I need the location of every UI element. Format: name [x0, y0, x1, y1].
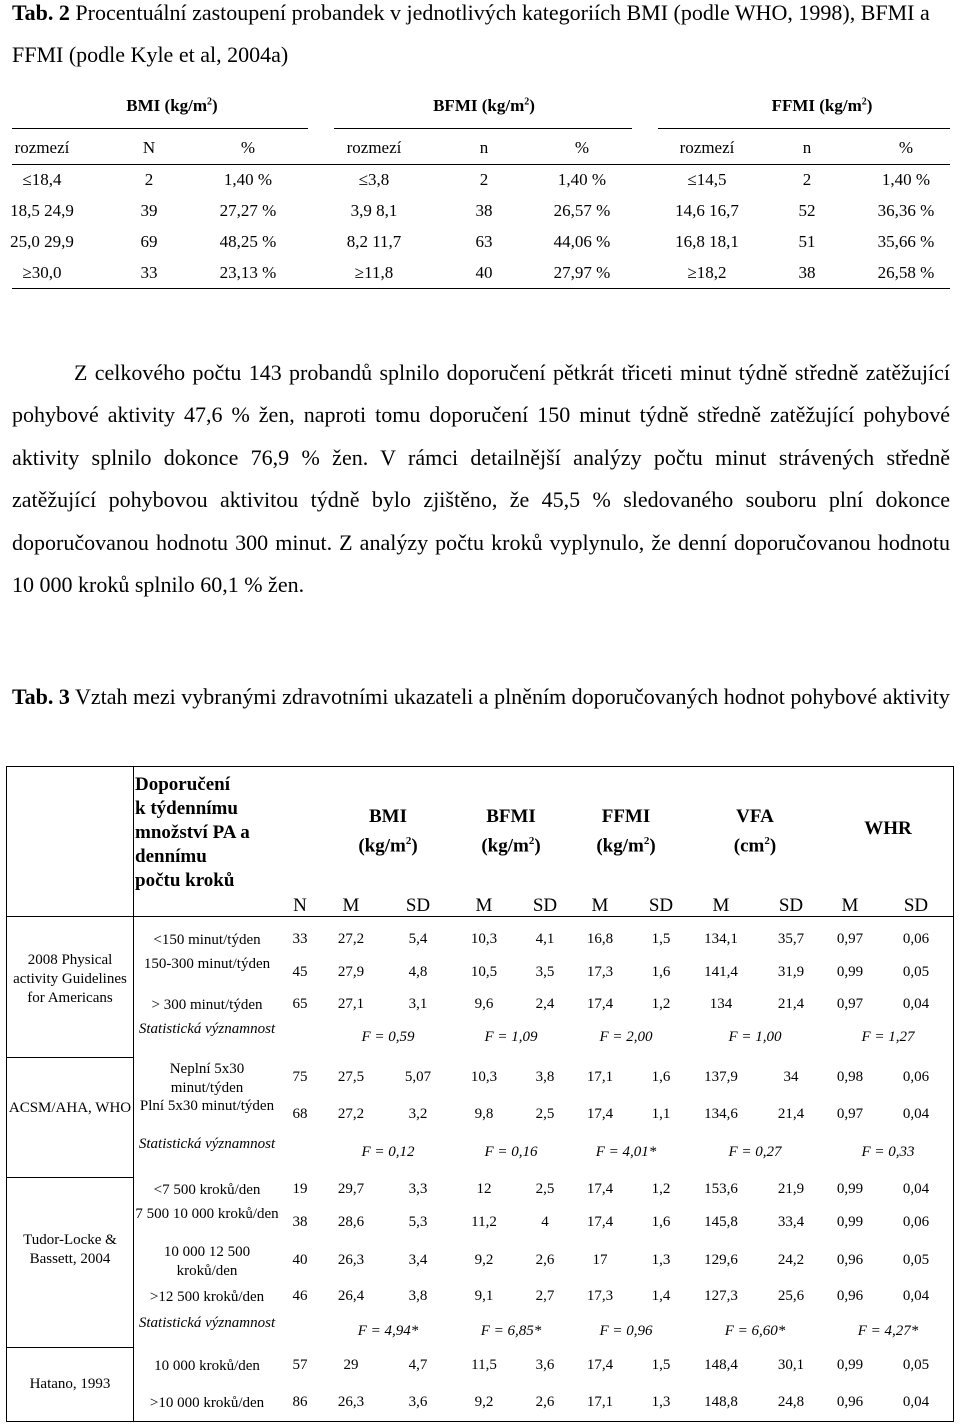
table2-cell: 36,36 %	[877, 201, 935, 220]
table3-cell: 24,8	[777, 1394, 805, 1410]
measure-name: BMI	[369, 806, 407, 827]
table3-cell: 0,98	[836, 1069, 864, 1085]
table3-cell: 2,4	[535, 996, 555, 1012]
table3-cell: 0,96	[836, 1252, 864, 1268]
table3-cell: 1,2	[651, 996, 671, 1012]
table2-cell: 69	[140, 232, 158, 251]
table3-cell: 4	[541, 1214, 549, 1230]
table3-cell: 17,4	[586, 1106, 614, 1122]
table3-cell: 1,6	[651, 1069, 671, 1085]
table3-cell: 1,3	[651, 1394, 671, 1410]
table3-cell: 1,2	[651, 1181, 671, 1197]
table3-cell: 0,06	[902, 931, 930, 947]
table3-cell: 27,9	[337, 964, 365, 980]
table3-subheader: M	[712, 895, 730, 916]
table3-cell: 33,4	[777, 1214, 805, 1230]
table3-cell: 27,2	[337, 931, 365, 947]
table3-source: 2008 Physical activity Guidelines for Americans	[13, 952, 127, 1006]
measure-unit	[566, 829, 686, 858]
table2-cell: 14,6 16,7	[675, 201, 739, 220]
table3-cell: 57	[292, 1357, 308, 1373]
table2-header-cell: rozmezí	[346, 138, 402, 157]
table2-cell: 18,5 24,9	[10, 201, 74, 220]
table3-cell: 134,6	[704, 1106, 738, 1122]
table2-group-ffmi: FFMI $(kg/m^2)$	[771, 96, 873, 115]
table3-cell: 75	[292, 1069, 308, 1085]
table3-measure-header	[451, 805, 571, 858]
table3-cell: 0,99	[836, 964, 864, 980]
table3-subheader: SD	[405, 895, 431, 916]
table3-cell: 29	[343, 1357, 359, 1373]
table3-cell: 17,1	[586, 1069, 614, 1085]
table2-cell: ≥11,8	[354, 263, 394, 282]
table2-header-cell: %	[240, 138, 256, 157]
table3-row-category: Statistická významnost	[138, 1315, 276, 1331]
table2-header-cell: %	[898, 138, 914, 157]
table3-row-category: Plní 5x30 minut/týden	[139, 1098, 275, 1114]
table3-cell: 0,99	[836, 1214, 864, 1230]
table3-cell: 3,3	[408, 1181, 428, 1197]
table3-subheader: M	[591, 895, 609, 916]
table3-cell: 16,8	[586, 931, 614, 947]
measure-unit	[695, 829, 815, 858]
table3-cell: 17	[592, 1252, 608, 1268]
table2-cell: 1,40 %	[881, 170, 931, 189]
table3-cell: 0,97	[836, 1106, 864, 1122]
table3-row-category: <150 minut/týden	[153, 932, 261, 948]
table3-f-statistic: F = 0,59	[361, 1029, 415, 1045]
table3-row-category: Neplní 5x30 minut/týden	[169, 1061, 245, 1096]
table2-group-underline	[12, 128, 308, 129]
table3-cell: 29,7	[337, 1181, 365, 1197]
table3-cell: 134	[709, 996, 733, 1012]
table2-header-cell: rozmezí	[679, 138, 735, 157]
table2	[12, 86, 950, 290]
table3-cell: 1,5	[651, 931, 671, 947]
table3-cell: 4,7	[408, 1357, 428, 1373]
table3-cell: 27,5	[337, 1069, 365, 1085]
table3-cell: 0,05	[902, 1357, 930, 1373]
table3-cell: 2,5	[535, 1181, 555, 1197]
table3-cell: 9,6	[474, 996, 494, 1012]
measure-name: VFA	[736, 806, 774, 827]
table3-row-category: > 300 minut/týden	[151, 997, 263, 1013]
table2-cell: 26,58 %	[877, 263, 935, 282]
table3-cell: 148,4	[704, 1357, 738, 1373]
table3-cell: 3,8	[535, 1069, 555, 1085]
table3-cell: 137,9	[704, 1069, 738, 1085]
table3-cell: 0,06	[902, 1069, 930, 1085]
table3-measure-header	[566, 805, 686, 858]
table3-source: Tudor-Locke & Bassett, 2004	[23, 1232, 117, 1267]
table3-row-category: >10 000 kroků/den	[149, 1395, 265, 1411]
table3-cell: 21,4	[777, 1106, 805, 1122]
table3-cell: 11,2	[471, 1214, 497, 1230]
table2-cell: 25,0 29,9	[10, 232, 74, 251]
table3-subheader: SD	[903, 895, 929, 916]
table3-row-category: 10 000 12 500 kroků/den	[163, 1244, 251, 1279]
table3-cell: 38	[292, 1214, 308, 1230]
table2-cell: 63	[475, 232, 493, 251]
table3-cell: 3,6	[408, 1394, 428, 1410]
unit-text: (kg/m	[358, 835, 406, 857]
table2-cell: 39	[140, 201, 158, 220]
table-row	[12, 201, 950, 233]
table3-f-statistic: F = 6,60*	[724, 1323, 786, 1339]
unit-tail: )	[534, 835, 541, 857]
table-row	[12, 232, 950, 264]
unit-sup: 2	[764, 835, 770, 847]
table3-cell: 1,1	[651, 1106, 671, 1122]
table2-header-cell: N	[142, 138, 156, 157]
table3-cell: 45	[292, 964, 308, 980]
table2-cell: 44,06 %	[553, 232, 611, 251]
table3-cell: 2,6	[535, 1252, 555, 1268]
table3-measure-header	[828, 817, 948, 841]
table3-f-statistic: F = 1,00	[728, 1029, 782, 1045]
table3-rule	[7, 1177, 133, 1178]
table3-cell: 21,9	[777, 1181, 805, 1197]
table3-cell: 4,8	[408, 964, 428, 980]
table3-cell: 1,6	[651, 964, 671, 980]
table3-cell: 12	[476, 1181, 492, 1197]
table3-cell: 17,1	[586, 1394, 614, 1410]
table3-cell: 28,6	[337, 1214, 365, 1230]
table2-cell: 38	[798, 263, 816, 282]
table3-f-statistic: F = 0,33	[861, 1144, 915, 1160]
table3-rule	[7, 1347, 133, 1348]
table2-header-cell: rozmezí	[14, 138, 70, 157]
table3-cell: 0,97	[836, 996, 864, 1012]
table3-measure-header	[695, 805, 815, 858]
table2-cell: 26,57 %	[553, 201, 611, 220]
table3-cell: 17,4	[586, 1181, 614, 1197]
table3-cell: 24,2	[777, 1252, 805, 1268]
table3-cell: 34	[783, 1069, 799, 1085]
table3-source: Hatano, 1993	[29, 1376, 111, 1392]
table3-f-statistic: F = 1,09	[484, 1029, 538, 1045]
table2-cell: ≤14,5	[687, 170, 727, 189]
table3-cell: 129,6	[704, 1252, 738, 1268]
unit-text: (cm	[733, 835, 765, 857]
table2-cell: 33	[140, 263, 158, 282]
table2-cell: ≥18,2	[687, 263, 727, 282]
table2-cell: 8,2 11,7	[346, 232, 402, 251]
body-paragraph	[12, 352, 950, 606]
table2-cell: 2	[479, 170, 489, 189]
table2-cell: 1,40 %	[223, 170, 273, 189]
table3-f-statistic: F = 0,27	[728, 1144, 782, 1160]
table3-cell: 2,5	[535, 1106, 555, 1122]
table3-cell: 145,8	[704, 1214, 738, 1230]
table3-cell: 3,4	[408, 1252, 428, 1268]
table3-cell: 11,5	[471, 1357, 497, 1373]
table3-f-statistic: F = 0,12	[361, 1144, 415, 1160]
table2-cell: 23,13 %	[219, 263, 277, 282]
table3-cell: 0,04	[902, 1394, 930, 1410]
table3-cell: 46	[292, 1288, 308, 1304]
table3-measure-header	[328, 805, 448, 858]
table3-f-statistic: F = 4,94*	[357, 1323, 419, 1339]
table2-header-row	[12, 138, 950, 164]
measure-unit	[328, 829, 448, 858]
table-row	[12, 170, 950, 202]
table2-bottom-rule	[12, 288, 950, 289]
table3-f-statistic: F = 0,16	[484, 1144, 538, 1160]
table3-cell: 9,8	[474, 1106, 494, 1122]
table3-caption-text: Vztah mezi vybranými zdravotními ukazateli a plněním doporučovaných hodnot pohybové aktivity	[75, 684, 950, 709]
table2-group-bmi: BMI $(kg/m^2)$	[126, 96, 218, 115]
table3-cell: 127,3	[704, 1288, 738, 1304]
table-row	[12, 263, 950, 295]
table2-cell: 35,66 %	[877, 232, 935, 251]
table3-cell: 1,4	[651, 1288, 671, 1304]
table3-cell: 19	[292, 1181, 308, 1197]
table3-cell: 0,05	[902, 1252, 930, 1268]
table3-cell: 148,8	[704, 1394, 738, 1410]
table3-cell: 153,6	[704, 1181, 738, 1197]
table3-cell: 1,3	[651, 1252, 671, 1268]
unit-tail: )	[411, 835, 418, 857]
table3-cell: 17,3	[586, 964, 614, 980]
table2-group-bfmi: BFMI $(kg/m^2)$	[433, 96, 535, 115]
table3-source: ACSM/AHA, WHO	[8, 1100, 132, 1116]
table3-cell: 0,99	[836, 1357, 864, 1373]
table3-cell: 0,04	[902, 996, 930, 1012]
table3-cell: 5,3	[408, 1214, 428, 1230]
table3-row-category: <7 500 kroků/den	[153, 1182, 261, 1198]
unit-sup: 2	[643, 835, 650, 847]
table2-header-cell: n	[479, 138, 489, 157]
table3-f-statistic: F = 4,27*	[857, 1323, 919, 1339]
table2-cell: 40	[475, 263, 493, 282]
table2-cell: 27,97 %	[553, 263, 611, 282]
table3-cell: 26,3	[337, 1252, 365, 1268]
table3-cell: 9,1	[474, 1288, 494, 1304]
table2-cell: 16,8 18,1	[675, 232, 739, 251]
table3-cell: 2,6	[535, 1394, 555, 1410]
table3-subheader: SD	[532, 895, 558, 916]
table3-cell: 0,96	[836, 1288, 864, 1304]
table2-cell: 1,40 %	[557, 170, 607, 189]
table3-rule	[7, 916, 953, 917]
table3-cell: 141,4	[704, 964, 738, 980]
table3-cell: 10,3	[470, 1069, 498, 1085]
table3-subheader: M	[475, 895, 493, 916]
table3-cell: 86	[292, 1394, 308, 1410]
table2-caption-label: Tab. 2	[12, 0, 70, 25]
table3-cell: 0,96	[836, 1394, 864, 1410]
table3-subheader: SD	[778, 895, 804, 916]
table3-cell: 3,8	[408, 1288, 428, 1304]
table3-cell: 0,06	[902, 1214, 930, 1230]
table2-cell: 2	[144, 170, 154, 189]
measure-name: FFMI	[601, 806, 651, 827]
table3-subheader: SD	[648, 895, 674, 916]
table3-cell: 17,4	[586, 1357, 614, 1373]
table2-cell: 3,9 8,1	[350, 201, 398, 220]
table2-cell: 48,25 %	[219, 232, 277, 251]
table3-cell: 10,3	[470, 931, 498, 947]
table2-cell: 27,27 %	[219, 201, 277, 220]
table3-cell: 0,04	[902, 1288, 930, 1304]
unit-tail: )	[769, 835, 777, 857]
unit-sup: 2	[405, 835, 412, 847]
table2-group-underline	[334, 128, 632, 129]
table3-caption-label: Tab. 3	[12, 684, 70, 709]
table3-cell: 3,5	[535, 964, 555, 980]
measure-name: BFMI	[486, 806, 536, 827]
unit-sup: 2	[528, 835, 535, 847]
table3-cell: 0,05	[902, 964, 930, 980]
table3-cell: 1,6	[651, 1214, 671, 1230]
table3-cell: 10,5	[470, 964, 498, 980]
table3-cell: 4,1	[535, 931, 555, 947]
table2-group-underline	[658, 128, 950, 129]
table3-f-statistic: F = 6,85*	[480, 1323, 542, 1339]
table3-cell: 33	[292, 931, 308, 947]
table2-cell: ≤18,4	[22, 170, 62, 189]
table3-subheader: M	[342, 895, 360, 916]
table3-row-category: Statistická významnost	[138, 1136, 276, 1152]
table2-header-cell: %	[574, 138, 590, 157]
table3-row-category: 7 500 10 000 kroků/den	[135, 1206, 279, 1222]
table3-cell: 1,5	[651, 1357, 671, 1373]
table3-cell: 5,07	[404, 1069, 432, 1085]
table3-subheader: M	[841, 895, 859, 916]
table3-row-category: 10 000 kroků/den	[154, 1358, 260, 1374]
table3-caption	[12, 676, 950, 718]
table3-cell: 30,1	[777, 1357, 805, 1373]
table2-header-cell: n	[802, 138, 812, 157]
table3-cell: 17,4	[586, 996, 614, 1012]
table3-cell: 17,4	[586, 1214, 614, 1230]
unit-text: (kg/m	[481, 835, 529, 857]
table3-row-category: 150-300 minut/týden	[143, 956, 271, 972]
table3-cell: 3,2	[408, 1106, 428, 1122]
table3-cell: 9,2	[474, 1252, 494, 1268]
table3-cell: 0,97	[836, 931, 864, 947]
table2-cell: 51	[798, 232, 816, 251]
table3	[6, 766, 954, 1422]
paragraph-text: Z celkového počtu 143 probandů splnilo doporučení pětkrát třiceti minut týdně středně zatěžující pohybové aktivity 47,6 % žen, naproti tomu doporučení 150 minut týdně středně zatěžující pohybové aktivity splnilo dokonce 76,9 % žen. V rámci detailnější analýzy počtu minut strávených středně zatěžující pohybovou aktivitou týdně bylo zjištěno, že 45,5 % sledovaného souboru plní dokonce doporučovanou hodnotu 300 minut. Z analýzy počtu kroků vyplynulo, že denní doporučovanou hodnotu 10 000 kroků splnilo 60,1 % žen.	[12, 360, 950, 598]
table3-f-statistic: F = 0,96	[599, 1323, 653, 1339]
table2-cell: 52	[798, 201, 816, 220]
table3-cell: 17,3	[586, 1288, 614, 1304]
table3-cell: 134,1	[704, 931, 738, 947]
table3-cell: 27,2	[337, 1106, 365, 1122]
table3-f-statistic: F = 2,00	[599, 1029, 653, 1045]
table3-cell: 0,04	[902, 1106, 930, 1122]
table3-cell: 3,1	[408, 996, 428, 1012]
table3-row-category: >12 500 kroků/den	[149, 1289, 265, 1305]
table3-row-category: Statistická významnost	[138, 1021, 276, 1037]
table2-cell: 38	[475, 201, 493, 220]
table3-cell: 2,7	[535, 1288, 555, 1304]
table3-cell: 26,3	[337, 1394, 365, 1410]
table2-cell: 2	[802, 170, 812, 189]
table3-f-statistic: F = 1,27	[861, 1029, 915, 1045]
table2-cell: ≤3,8	[358, 170, 390, 189]
table3-cell: 21,4	[777, 996, 805, 1012]
measure-name: WHR	[864, 818, 912, 839]
measure-unit	[451, 829, 571, 858]
table3-cell: 31,9	[777, 964, 805, 980]
unit-text: (kg/m	[596, 835, 644, 857]
table3-cell: 35,7	[777, 931, 805, 947]
table3-cell: 3,6	[535, 1357, 555, 1373]
unit-tail: )	[649, 835, 656, 857]
table3-cell: 0,04	[902, 1181, 930, 1197]
table3-subheader: N	[293, 895, 307, 916]
table3-recommendation-header: Doporučení k týdennímu množství PA a dennímu počtu kroků	[135, 774, 250, 891]
table3-cell: 26,4	[337, 1288, 365, 1304]
table3-cell: 27,1	[337, 996, 365, 1012]
table2-cell: ≥30,0	[22, 263, 62, 282]
table2-caption-text: Procentuální zastoupení probandek v jednotlivých kategoriích BMI (podle WHO, 1998), BFMI a FFMI (podle Kyle et al, 2004a)	[12, 0, 930, 67]
table3-cell: 40	[292, 1252, 308, 1268]
table3-cell: 25,6	[777, 1288, 805, 1304]
table3-cell: 9,2	[474, 1394, 494, 1410]
table2-caption	[12, 0, 950, 76]
table3-f-statistic: F = 4,01*	[595, 1144, 657, 1160]
table2-header-divider	[12, 164, 950, 165]
table3-cell: 65	[292, 996, 308, 1012]
table3-cell: 5,4	[408, 931, 428, 947]
table3-cell: 68	[292, 1106, 308, 1122]
table3-rule	[7, 1057, 133, 1058]
table3-cell: 0,99	[836, 1181, 864, 1197]
